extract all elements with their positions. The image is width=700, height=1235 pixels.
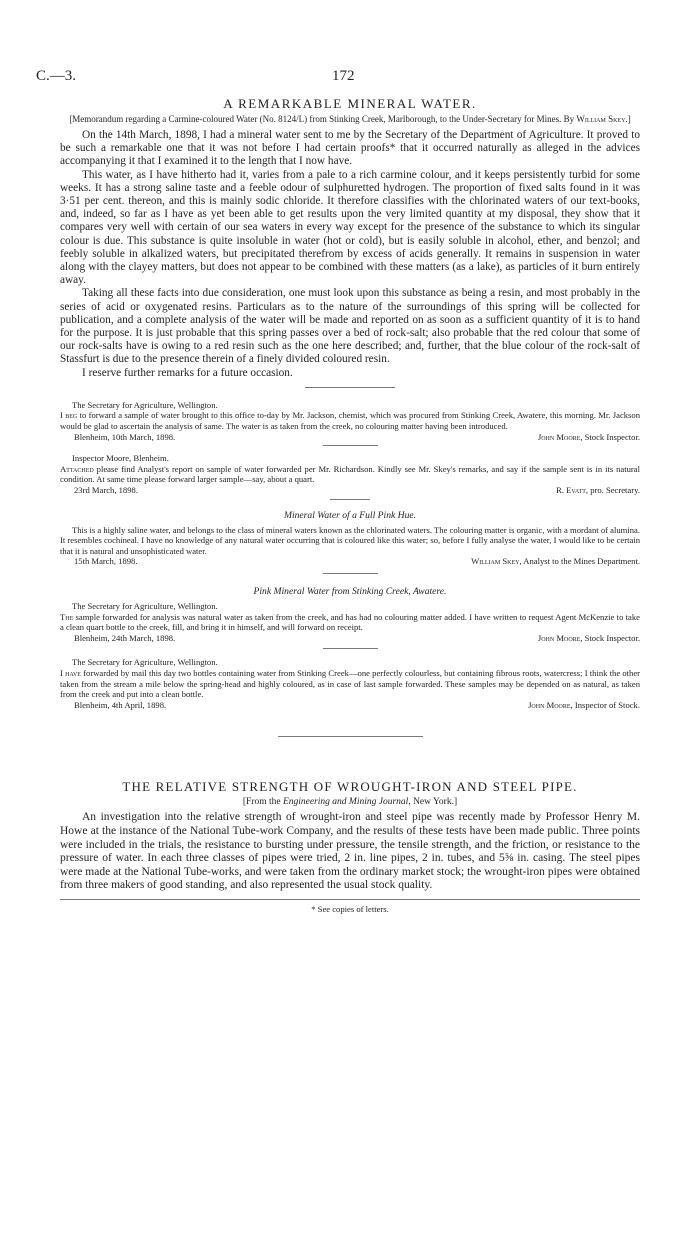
memo-author: William Skey — [576, 114, 626, 124]
document-reference: C.—3. — [36, 68, 77, 84]
running-header — [36, 68, 636, 84]
letter-signature-line — [60, 700, 640, 711]
letter — [60, 453, 640, 495]
letter-divider — [323, 445, 378, 446]
letter-address: The Secretary for Agriculture, Wellington. — [72, 399, 218, 410]
section-divider — [278, 736, 423, 737]
page-number: 172 — [332, 68, 355, 84]
letter — [60, 657, 640, 710]
article-title: THE RELATIVE STRENGTH OF WROUGHT-IRON AND STEEL PIPE. — [122, 779, 578, 795]
paragraph: I reserve further remarks for a future occasion. — [82, 366, 293, 379]
letter — [60, 525, 640, 567]
article-source: [From the Engineering and Mining Journal, New York.] — [242, 797, 458, 808]
article-title: A REMARKABLE MINERAL WATER. — [223, 96, 477, 111]
footnote: * See copies of letters. — [311, 903, 389, 914]
letter-date: 15th March, 1898. — [74, 556, 138, 567]
letter-signature: John Moore, Inspector of Stock. — [528, 699, 640, 710]
memo-line: [Memorandum regarding a Carmine-coloured Water (No. 8124/L) from Stinking Creek, Marlborough, to the Under-Secretary for Mines. By William Skey.] — [69, 114, 631, 124]
letter-signature-line — [60, 633, 640, 644]
letter-text: I have forwarded by mail this day two bottles containing water from Stinking Creek—one perfectly colourless, but containing fibrous roots, watercress; I think the other taken from the stream a mile below the spring-head and highly coloured, as in case of last sample forwarded. These samples may be depended on as natural, as taken from the creek and put into a clean bottle. — [60, 667, 640, 700]
section-divider — [305, 387, 395, 388]
letter — [60, 601, 640, 643]
letter-signature-line — [60, 556, 640, 567]
footnote-divider — [60, 899, 640, 900]
letter-date: Blenheim, 24th March, 1898. — [74, 632, 176, 643]
letter-subhead: Pink Mineral Water from Stinking Creek, Awatere. — [253, 585, 447, 597]
page-content — [60, 96, 640, 914]
paragraph: An investigation into the relative strength of wrought-iron and steel pipe was recently made by Professor Henry M. Howe at the instance of the National Tube-work Company, and the results of these tests have been made public. Three points were included in the trials, the resistance to bursting under pressure, the tensile strength, and the friction, or resistance to the pressure of water. In each three classes of pipes were tried, 2 in. line pipes, 2 in. tubes, and 5⅝ in. casing. The steel pipes were made at the National Tube-works, and were taken from the ordinary market stock; the wrought-iron pipes were obtained from three makers of good standing, and also represented the usual stock quality. — [60, 811, 640, 892]
letter-text: I beg to forward a sample of water brought to this office to-day by Mr. Jackson, chemist, which was procured from Stinking Creek, Awatere, this morning. Mr. Jackson would be glad to ascertain the analysis of same. The water is as taken from the creek, no colouring matter having been introduced. — [60, 410, 640, 432]
letter-signature-line — [60, 485, 640, 496]
letter-divider — [323, 648, 378, 649]
letter-address: The Secretary for Agriculture, Wellington. — [72, 657, 218, 668]
paragraph: This water, as I have hitherto had it, varies from a pale to a rich carmine colour, and it keeps persistently turbid for some weeks. It has a strong saline taste and a feeble odour of sulphuretted hydrogen. The proportion of fixed salts found in it was 3·51 per cent. thereon, and this is mainly sodic chloride. It therefore classifies with the chlorinated waters of our text-books, and, indeed, so far as I have as yet been able to get results upon the very limited quantity at my disposal, they show that it compares very well with certain of our sea waters in every way except for the presence of the substance to which its singular colour is due. This substance is quite insoluble in water (hot or cold), but is easily soluble in alcohol, ether, and benzol; and feebly soluble in alkalized waters, but precipitated therefrom by excess of acids generally. It remains in suspension in water along with the clayey matters, but does not appear to be combined with these matters (as a lake), as particles of it burn entirely away. — [60, 168, 640, 287]
letter-date: 23rd March, 1898. — [74, 485, 138, 496]
letter-signature: John Moore, Stock Inspector. — [537, 431, 640, 442]
letter-address: The Secretary for Agriculture, Wellington. — [72, 600, 218, 611]
letter-signature-line — [60, 432, 640, 443]
letter-signature: John Moore, Stock Inspector. — [537, 632, 640, 643]
paragraph: On the 14th March, 1898, I had a mineral water sent to me by the Secretary of the Department of Agriculture. It proved to be such a remarkable one that it was not before I had certain proofs* that it occurred naturally as alleged in the advices accompanying it that I examined it to the length that I now have. — [60, 129, 640, 168]
letter — [60, 400, 640, 442]
letter-date: Blenheim, 4th April, 1898. — [74, 699, 167, 710]
letter-divider — [330, 499, 370, 500]
letter-text: Attached please find Analyst's report on sample of water forwarded per Mr. Richardson. Kindly see Mr. Skey's remarks, and say if the sample sent is in its natural condition. At same time please forward larger sample—say, about a quart. — [60, 463, 640, 485]
letter-signature: R. Evatt, pro. Secretary. — [556, 485, 640, 496]
letter-subhead: Mineral Water of a Full Pink Hue. — [283, 509, 417, 521]
letter-date: Blenheim, 10th March, 1898. — [74, 431, 176, 442]
letter-signature: William Skey, Analyst to the Mines Department. — [471, 556, 640, 567]
letter-text: This is a highly saline water, and belongs to the class of mineral waters known as the chlorinated waters. The colouring matter is organic, with a mordant of alumina. It resembles cochineal. I have no knowledge of any natural water occurring that is coloured like this water; so, before I fully analyse the water, I would like to be certain that it is natural and unsophisticated water. — [60, 524, 640, 556]
letter-address: Inspector Moore, Blenheim. — [72, 453, 169, 464]
letter-text: The sample forwarded for analysis was natural water as taken from the creek, and has had no colouring matter added. I have written to request Agent McKenzie to take a clean quart bottle to the creek, fill, and bring it in himself, and will forward on receipt. — [60, 611, 640, 633]
paragraph: Taking all these facts into due consideration, one must look upon this substance as being a resin, and most probably in the series of acid or oxygenated resins. Particulars as to the nature of the surroundings of this spring will be collected for publication, and a complete analysis of the water will be made and reported on as soon as a sufficient quantity of it is to hand for the purpose. It is just probable that this spring passes over a bed of rock-salt; also probable that the red colour that some of our rock-salts have is owing to a red resin such as the one here described; and, further, that the blue colour of the rock-salt of Stassfurt is due to the presence therein of a finely divided coloured resin. — [60, 287, 640, 366]
letter-divider — [323, 573, 378, 574]
